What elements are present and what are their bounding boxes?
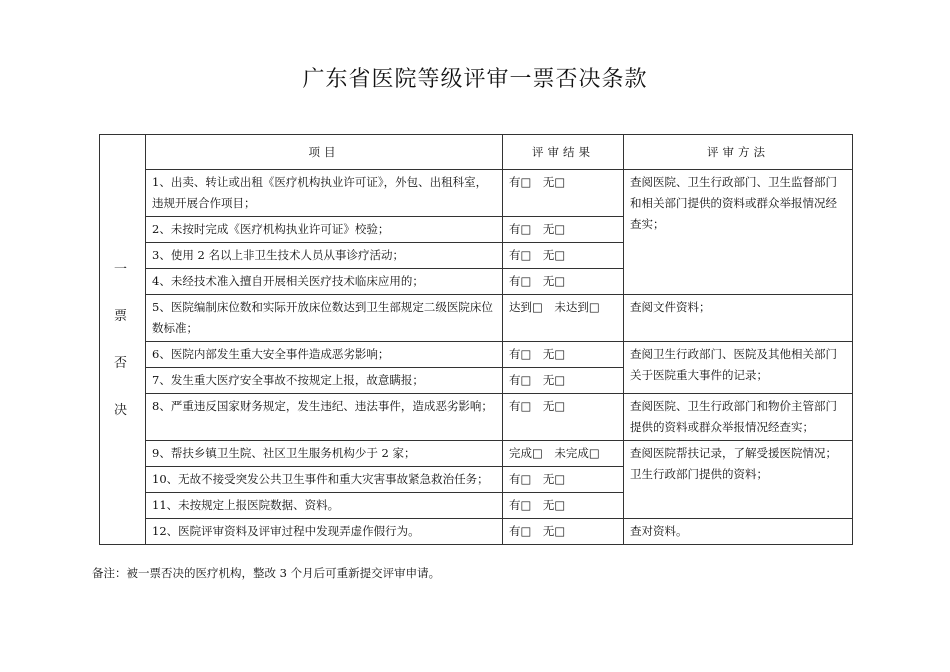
method-cell: 查阅医院、卫生行政部门、卫生监督部门和相关部门提供的资料或群众举报情况经查实； [624, 170, 853, 295]
table-header-row [100, 135, 853, 170]
item-cell: 10、无故不接受突发公共卫生事件和重大灾害事故紧急救治任务； [146, 467, 503, 493]
header-result: 评审结果 [503, 135, 624, 170]
method-cell: 查阅医院、卫生行政部门和物价主管部门提供的资料或群众举报情况经查实； [624, 394, 853, 441]
result-checkbox[interactable]: 有□ 无□ [503, 269, 624, 295]
method-cell: 查阅医院帮扶记录，了解受援医院情况；卫生行政部门提供的资料； [624, 441, 853, 519]
header-method: 评审方法 [624, 135, 853, 170]
side-label-char: 否 [113, 355, 131, 371]
item-cell: 1、出卖、转让或出租《医疗机构执业许可证》，外包、出租科室，违规开展合作项目； [146, 170, 503, 217]
item-cell: 7、发生重大医疗安全事故不按规定上报，故意瞒报； [146, 368, 503, 394]
item-cell: 12、医院评审资料及评审过程中发现弄虚作假行为。 [146, 519, 503, 545]
result-checkbox[interactable]: 有□ 无□ [503, 342, 624, 368]
item-cell: 6、医院内部发生重大安全事件造成恶劣影响； [146, 342, 503, 368]
result-checkbox[interactable]: 有□ 无□ [503, 467, 624, 493]
result-checkbox[interactable]: 有□ 无□ [503, 170, 624, 217]
result-checkbox[interactable]: 完成□ 未完成□ [503, 441, 624, 467]
side-label [100, 135, 146, 545]
result-checkbox[interactable]: 有□ 无□ [503, 394, 624, 441]
table-row [100, 295, 853, 342]
table-row [100, 394, 853, 441]
table-row [100, 342, 853, 368]
footnote: 备注：被一票否决的医疗机构，整改 3 个月后可重新提交评审申请。 [92, 566, 441, 580]
table-row [100, 170, 853, 217]
veto-clauses-table [99, 134, 853, 545]
item-cell: 2、未按时完成《医疗机构执业许可证》校验； [146, 217, 503, 243]
result-checkbox[interactable]: 有□ 无□ [503, 519, 624, 545]
header-item: 项目 [146, 135, 503, 170]
result-checkbox[interactable]: 有□ 无□ [503, 243, 624, 269]
side-label-char: 一 [113, 261, 131, 277]
method-cell: 查对资料。 [624, 519, 853, 545]
item-cell: 8、严重违反国家财务规定，发生违纪、违法事件，造成恶劣影响； [146, 394, 503, 441]
side-label-char: 决 [113, 402, 131, 418]
table-row [100, 441, 853, 467]
result-checkbox[interactable]: 有□ 无□ [503, 368, 624, 394]
result-checkbox[interactable]: 有□ 无□ [503, 217, 624, 243]
method-cell: 查阅文件资料； [624, 295, 853, 342]
result-checkbox[interactable]: 有□ 无□ [503, 493, 624, 519]
method-cell: 查阅卫生行政部门、医院及其他相关部门关于医院重大事件的记录； [624, 342, 853, 394]
result-checkbox[interactable]: 达到□ 未达到□ [503, 295, 624, 342]
item-cell: 11、未按规定上报医院数据、资料。 [146, 493, 503, 519]
item-cell: 3、使用 2 名以上非卫生技术人员从事诊疗活动； [146, 243, 503, 269]
side-label-char: 票 [113, 308, 131, 324]
page-title: 广东省医院等级评审一票否决条款 [302, 67, 648, 92]
table-row [100, 519, 853, 545]
item-cell: 4、未经技术准入擅自开展相关医疗技术临床应用的； [146, 269, 503, 295]
item-cell: 9、帮扶乡镇卫生院、社区卫生服务机构少于 2 家； [146, 441, 503, 467]
item-cell: 5、医院编制床位数和实际开放床位数达到卫生部规定二级医院床位数标准； [146, 295, 503, 342]
